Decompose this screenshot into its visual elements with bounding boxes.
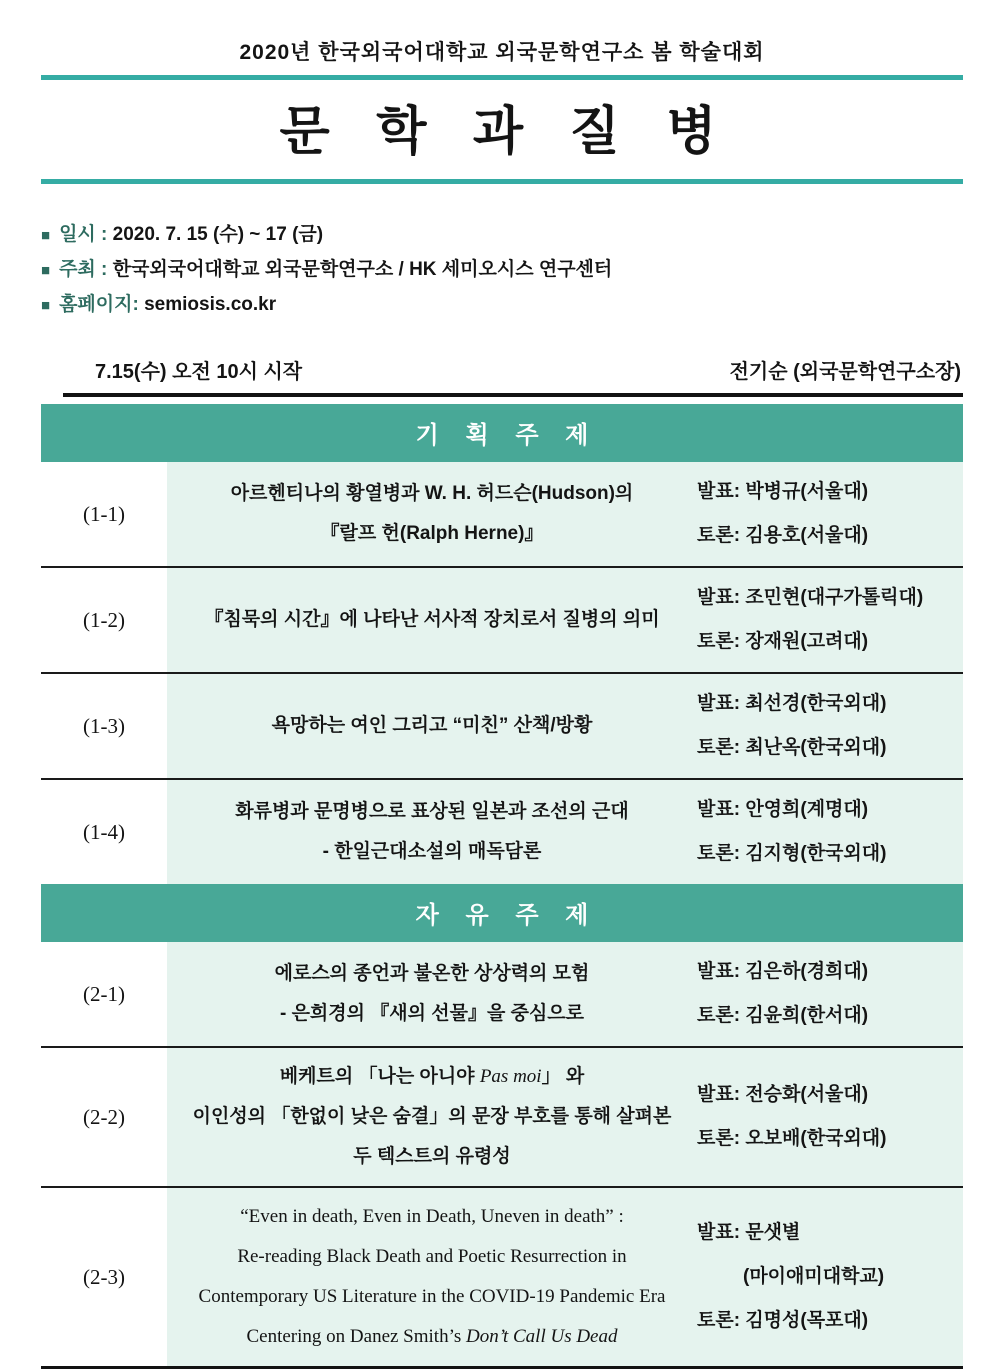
- paper-title-line: [353, 1137, 510, 1177]
- paper-title-line: [275, 954, 590, 994]
- title-text-segment: Pas moi: [479, 1066, 542, 1087]
- paper-title-line: [237, 1237, 626, 1277]
- row-id: (2-2): [41, 1048, 167, 1186]
- square-bullet-icon: ■: [41, 297, 51, 314]
- person-line: 발표: 김은하(경희대): [697, 961, 869, 982]
- person-line: 토론: 김지형(한국외대): [697, 843, 887, 864]
- paper-title: [167, 1048, 697, 1186]
- person-line: 토론: 최난옥(한국외대): [697, 737, 887, 758]
- table-row: [41, 672, 963, 778]
- title-text-segment: 화류병과 문명병으로 표상된 일본과 조선의 근대: [235, 801, 629, 822]
- table-row: [41, 462, 963, 566]
- presenter-discussant: [697, 1048, 963, 1186]
- paper-title-line: [199, 1277, 666, 1317]
- title-text-segment: 욕망하는 여인 그리고 “미친” 산책/방황: [271, 715, 593, 736]
- table-row: [41, 1186, 963, 1366]
- row-id: (2-3): [41, 1188, 167, 1366]
- title-text-segment: 에로스의 종언과 불온한 상상력의 모험: [274, 963, 590, 984]
- presenter-discussant: [697, 942, 963, 1046]
- title-text-segment: - 은희경의 『새의 선물』을 중심으로: [279, 1003, 585, 1024]
- person-line: (마이애미대학교): [743, 1266, 885, 1287]
- session-time: 7.15(수) 오전 10시 시작: [95, 361, 303, 383]
- info-item-host: [41, 253, 963, 288]
- person-line: 발표: 문샛별: [697, 1222, 801, 1243]
- person-line: 발표: 최선경(한국외대): [697, 693, 887, 714]
- paper-title-line: [193, 1097, 672, 1137]
- conference-supertitle: 2020년 한국외국어대학교 외국문학연구소 봄 학술대회: [239, 41, 765, 64]
- title-text-segment: 『랄프 헌(Ralph Herne)』: [320, 523, 544, 544]
- program-table: [41, 404, 963, 1369]
- person-line: 토론: 김윤희(한서대): [697, 1005, 869, 1026]
- info-label: 주최 :: [59, 259, 113, 280]
- person-line: 발표: 박병규(서울대): [697, 481, 869, 502]
- event-info-list: [41, 218, 963, 323]
- title-text-segment: “Even in death, Even in Death, Uneven in death” :: [240, 1206, 624, 1227]
- paper-title-line: [321, 514, 544, 554]
- info-value: 한국외국어대학교 외국문학연구소 / HK 세미오시스 연구센터: [112, 259, 613, 280]
- paper-title: [167, 462, 697, 566]
- square-bullet-icon: ■: [41, 262, 51, 279]
- row-id: (1-4): [41, 780, 167, 884]
- section-header: 자 유 주 제: [41, 884, 963, 942]
- paper-title-line: [280, 994, 584, 1034]
- title-text-segment: 」 와: [541, 1066, 585, 1087]
- presenter-discussant: [697, 462, 963, 566]
- title-text-segment: Contemporary US Literature in the COVID-19 Pandemic Era: [198, 1286, 666, 1307]
- info-item-date: [41, 218, 963, 253]
- square-bullet-icon: ■: [41, 227, 51, 244]
- table-row: [41, 778, 963, 884]
- paper-title-line: [204, 600, 659, 640]
- person-line: 발표: 조민현(대구가톨릭대): [697, 587, 924, 608]
- paper-title-line: [323, 832, 542, 872]
- table-row: [41, 566, 963, 672]
- person-line: 발표: 안영희(계명대): [697, 799, 869, 820]
- title-text-segment: - 한일근대소설의 매독담론: [322, 841, 542, 862]
- info-value: 2020. 7. 15 (수) ~ 17 (금): [112, 224, 324, 245]
- presenter-discussant: [697, 780, 963, 884]
- info-label: 홈페이지:: [59, 294, 145, 315]
- title-text-segment: 『침묵의 시간』에 나타난 서사적 장치로서 질병의 의미: [204, 609, 660, 630]
- presenter-discussant: [697, 674, 963, 778]
- row-id: (2-1): [41, 942, 167, 1046]
- paper-title: [167, 942, 697, 1046]
- section-header: 기 획 주 제: [41, 404, 963, 462]
- paper-title-line: [235, 792, 628, 832]
- presenter-discussant: [697, 568, 963, 672]
- title-bottom-divider-line: [41, 179, 963, 184]
- paper-title-line: [272, 706, 593, 746]
- info-item-homepage: [41, 288, 963, 323]
- title-text-segment: 베케트의 「나는 아니야: [279, 1066, 480, 1087]
- person-line: 토론: 김용호(서울대): [697, 525, 869, 546]
- paper-title-line: [240, 1197, 624, 1237]
- paper-title-line: [246, 1317, 617, 1357]
- session-chair: 전기순 (외국문학연구소장): [729, 361, 961, 383]
- table-row: [41, 942, 963, 1046]
- homepage-url: semiosis.co.kr: [144, 294, 277, 315]
- title-text-segment: 두 텍스트의 유령성: [353, 1146, 511, 1167]
- session-header: [63, 355, 963, 397]
- title-text-segment: Centering on Danez Smith’s: [246, 1326, 467, 1347]
- paper-title: [167, 780, 697, 884]
- paper-title-line: [231, 474, 634, 514]
- person-line: 토론: 장재원(고려대): [697, 631, 869, 652]
- row-id: (1-1): [41, 462, 167, 566]
- page-title: 문 학 과 질 병: [279, 103, 733, 161]
- presenter-discussant: [697, 1188, 963, 1366]
- title-text-segment: 아르헨티나의 황열병과 W. H. 허드슨(Hudson)의: [230, 483, 634, 504]
- title-text-segment: Re-reading Black Death and Poetic Resurrection in: [237, 1246, 627, 1267]
- row-id: (1-2): [41, 568, 167, 672]
- table-row: [41, 1046, 963, 1186]
- paper-title: [167, 1188, 697, 1366]
- paper-title: [167, 674, 697, 778]
- info-label: 일시 :: [59, 224, 113, 245]
- paper-title: [167, 568, 697, 672]
- row-id: (1-3): [41, 674, 167, 778]
- person-line: 토론: 김명성(목포대): [697, 1310, 869, 1331]
- title-text-segment: 이인성의 「한없이 낮은 숨결」의 문장 부호를 통해 살펴본: [192, 1106, 672, 1127]
- person-line: 토론: 오보배(한국외대): [697, 1128, 887, 1149]
- paper-title-line: [280, 1057, 584, 1097]
- person-line: 발표: 전승화(서울대): [697, 1084, 869, 1105]
- title-text-segment: Don’t Call Us Dead: [466, 1326, 618, 1347]
